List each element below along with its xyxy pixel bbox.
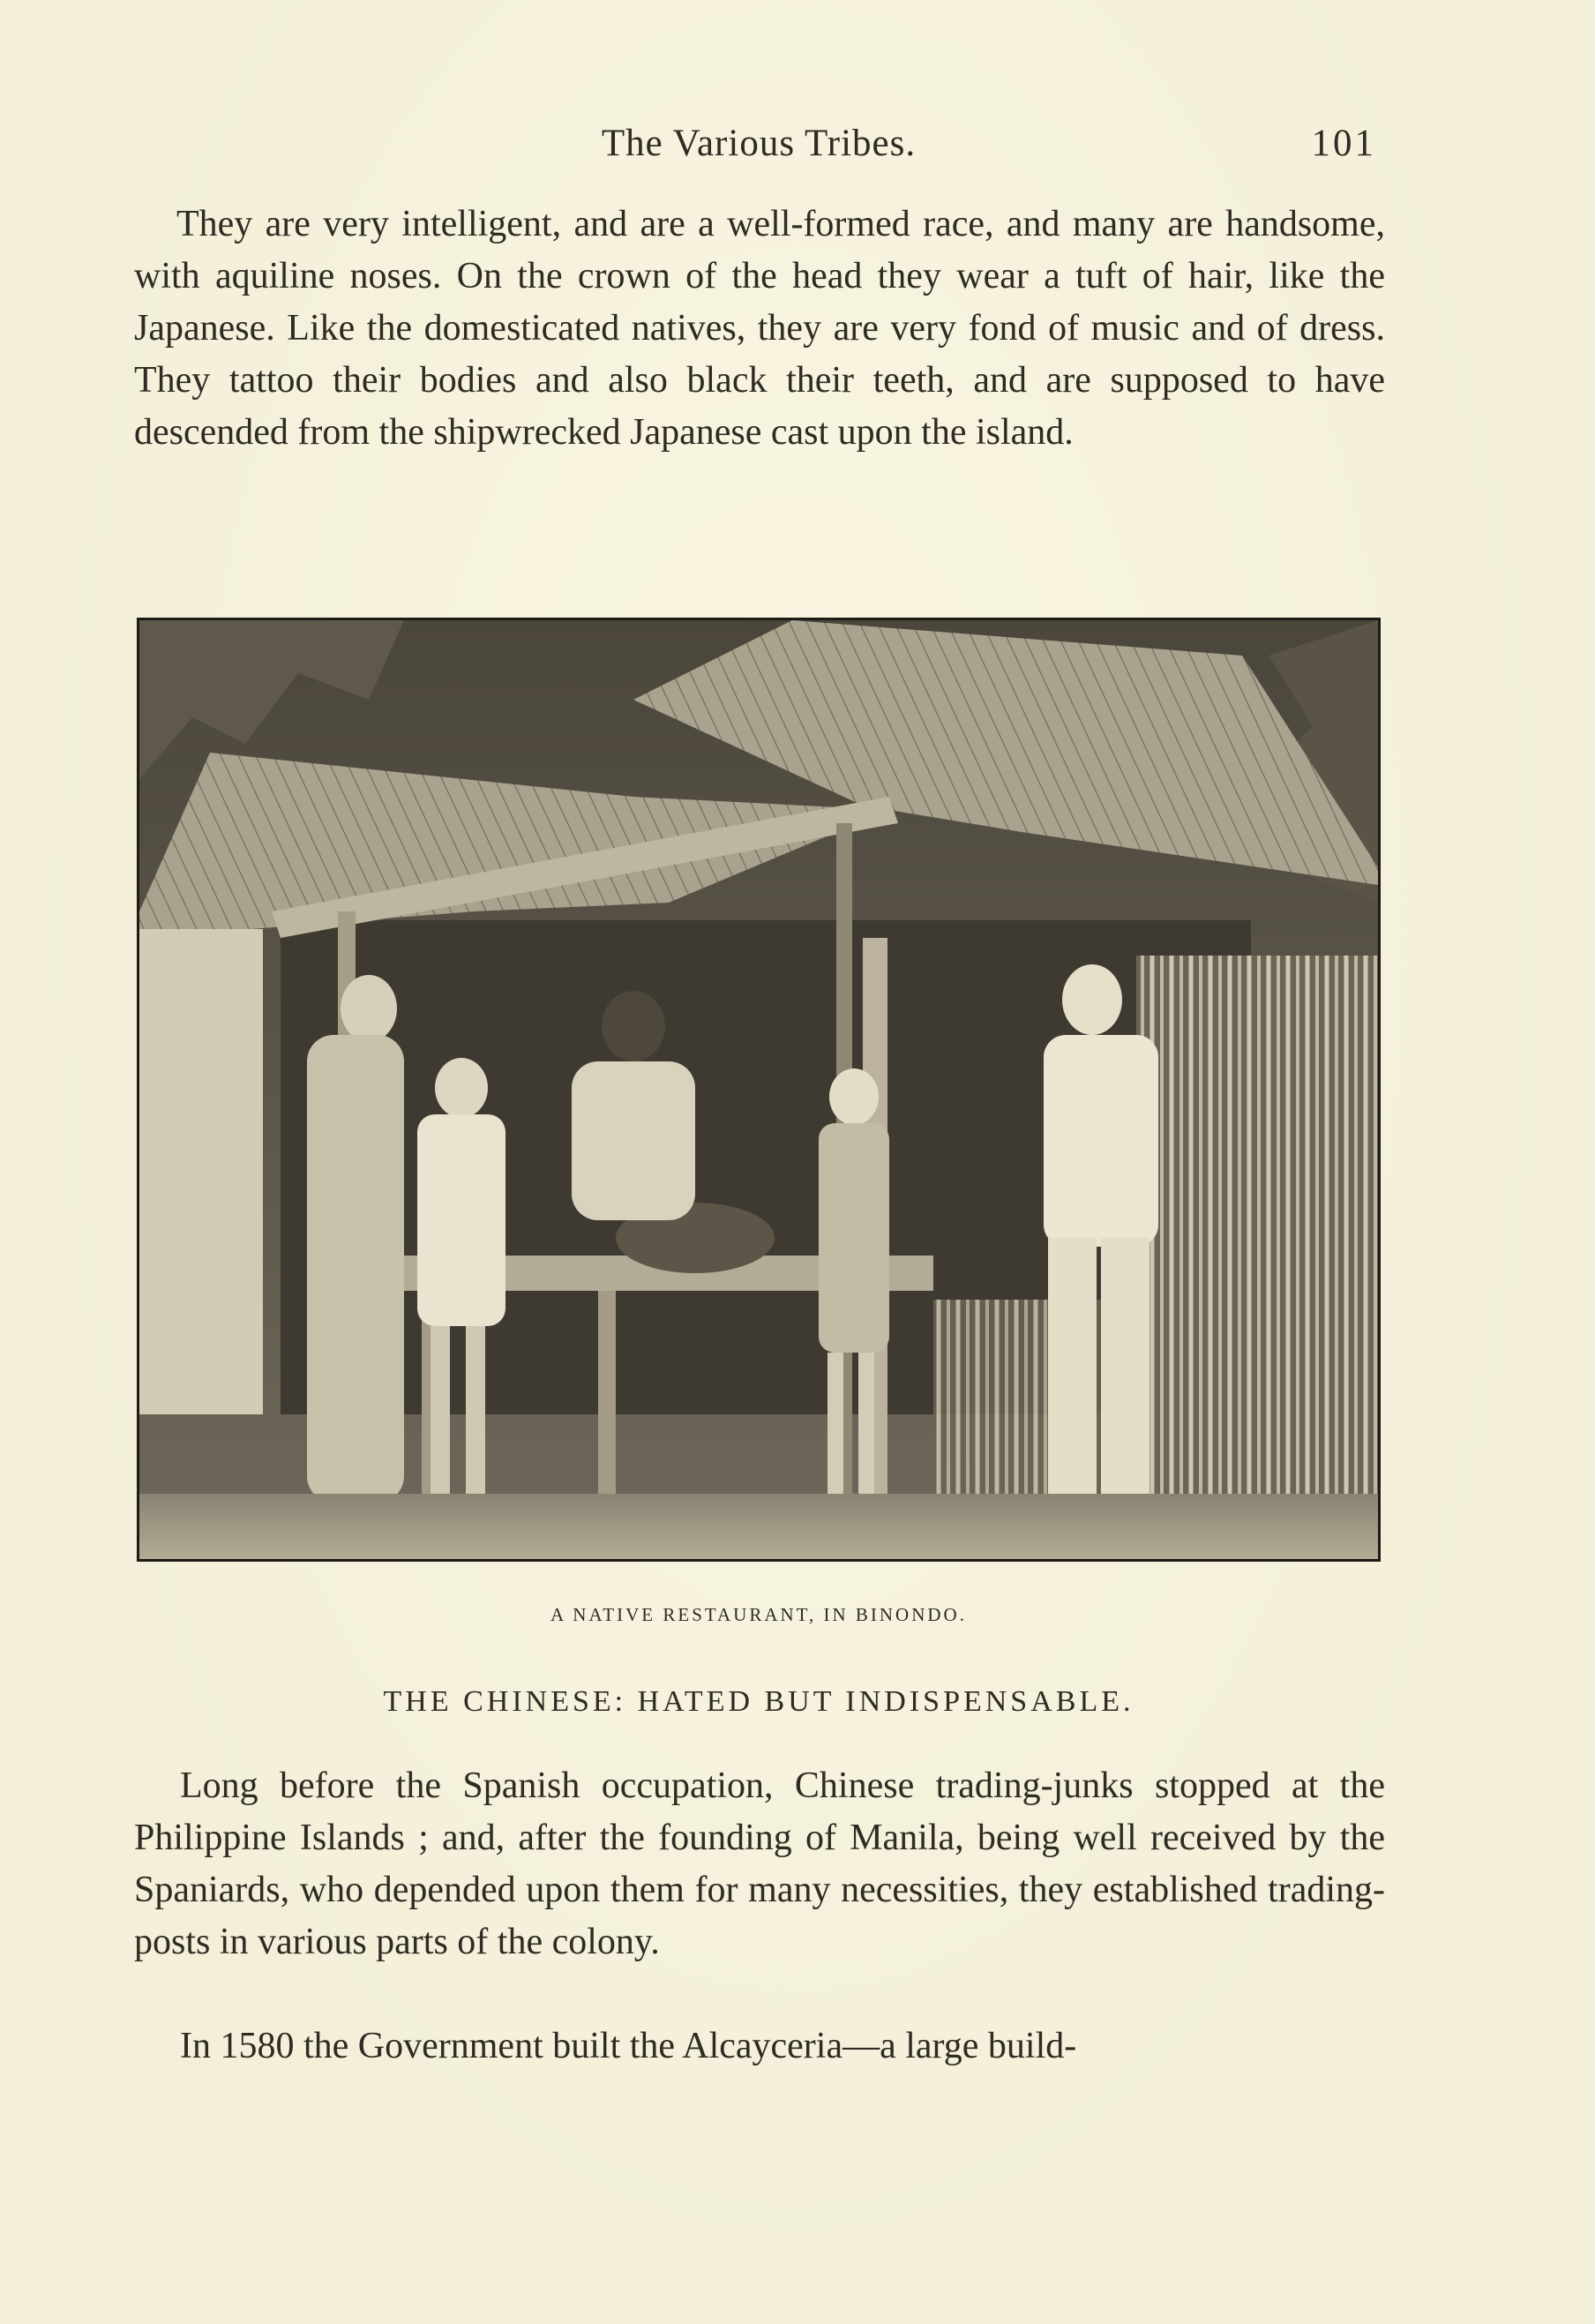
section-heading: THE CHINESE: HATED BUT INDISPENSABLE. [383,1685,1134,1718]
photo-plate [137,618,1381,1562]
running-head [132,115,1385,168]
figure-woman-left [307,975,404,1503]
body-paragraph-1 [134,199,1385,459]
figure-man-right [1044,964,1158,1503]
native-restaurant-photo [139,620,1378,1559]
page-number: 101 [1311,123,1376,164]
running-title: The Various Tribes. [601,123,917,164]
table-leg [598,1291,616,1520]
paragraph-1-text: They are very intelligent, and are a well-formed race, and many are handsome, with aquiline noses. On the crown of the head they wear a tuft of hair, like the Japanese. Like the domesticated natives, they are very fond of music and of dress. They tattoo their bodies and also black their teeth, and are supposed to have descended from the shipwrecked Japanese cast upon the island. [134,204,1385,453]
ground [139,1494,1378,1559]
left-wall-panel [139,929,263,1414]
body-paragraph-2 [134,1760,1385,1968]
bamboo-fence [1136,956,1378,1503]
paragraph-3-text: In 1580 the Government built the Alcayceria—a large build- [180,2026,1077,2066]
paragraph-2-text: Long before the Spanish occupation, Chinese trading-junks stopped at the Philippine Islands ; and, after the founding of Manila, being well received by the Spaniards, who depended upon them for many necessities, they established trading-posts in various parts of the colony. [134,1765,1385,1962]
plate-caption: A NATIVE RESTAURANT, IN BINONDO. [550,1604,967,1625]
body-paragraph-3 [134,2020,1385,2073]
